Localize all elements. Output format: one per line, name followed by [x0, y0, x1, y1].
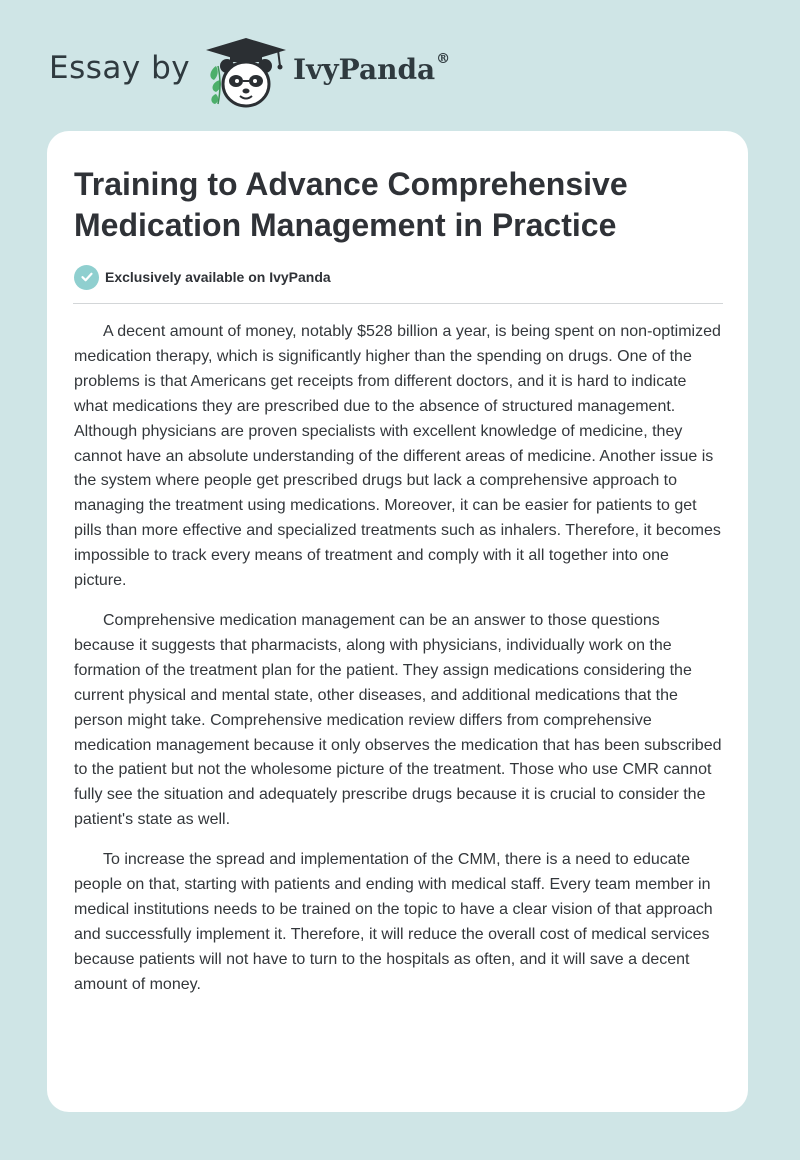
paragraph: To increase the spread and implementation of the CMM, there is a need to educate people on that, starting with patients and ending with medical staff. Every team member in medical institutions needs to be trained on the topic to have a clear vision of that approach and successfully implement it. Therefore, it will reduce the overall cost of medical services because patients will not have to turn to the hospitals as often, and it will save a decent amount of money. [74, 851, 713, 993]
panda-graduate-logo-icon [200, 36, 292, 110]
exclusive-label: Exclusively available on IvyPanda [105, 269, 331, 285]
brand-name[interactable]: IvyPanda® [293, 51, 451, 86]
check-circle-icon [74, 265, 99, 290]
site-header [0, 0, 800, 130]
essay-by-label: Essay by [49, 50, 191, 86]
essay-title: Training to Advance Comprehensive Medication Management in Practice [74, 166, 628, 243]
essay-card [47, 131, 748, 1112]
exclusive-badge [74, 264, 331, 290]
paragraph: Comprehensive medication management can be an answer to those questions because it suggests that pharmacists, along with physicians, individually work on the formation of the treatment plan for the patient. They assign medications considering the current physical and mental state, other diseases, and additional medications that the person might take. Comprehensive medication review differs from comprehensive medication management because it only observes the medication that has been subscribed to the patient but not the wholesome picture of the treatment. Those who use CMR cannot fully see the situation and adequately prescribe drugs because it is crucial to consider the patient's state as well. [74, 611, 722, 829]
registered-mark: ® [436, 51, 451, 67]
divider [73, 303, 723, 304]
essay-body [74, 320, 724, 1013]
paragraph: A decent amount of money, notably $528 billion a year, is being spent on non-optimized medication therapy, which is significantly higher than the spending on drugs. One of the problems is that Americans get receipts from different doctors, and it is hard to indicate what medications they are prescribed due to the absence of structured management. Although physicians are proven specialists with excellent knowledge of medicine, they cannot have an absolute understanding of the different areas of medicine. Another issue is the system where people get prescribed drugs but lack a comprehensive approach to managing the treatment using medications. Moreover, it can be easier for patients to get pills than more effective and specialized treatments such as inhalers. Therefore, it becomes impossible to track every means of treatment and comply with it all together into one picture. [74, 323, 721, 590]
